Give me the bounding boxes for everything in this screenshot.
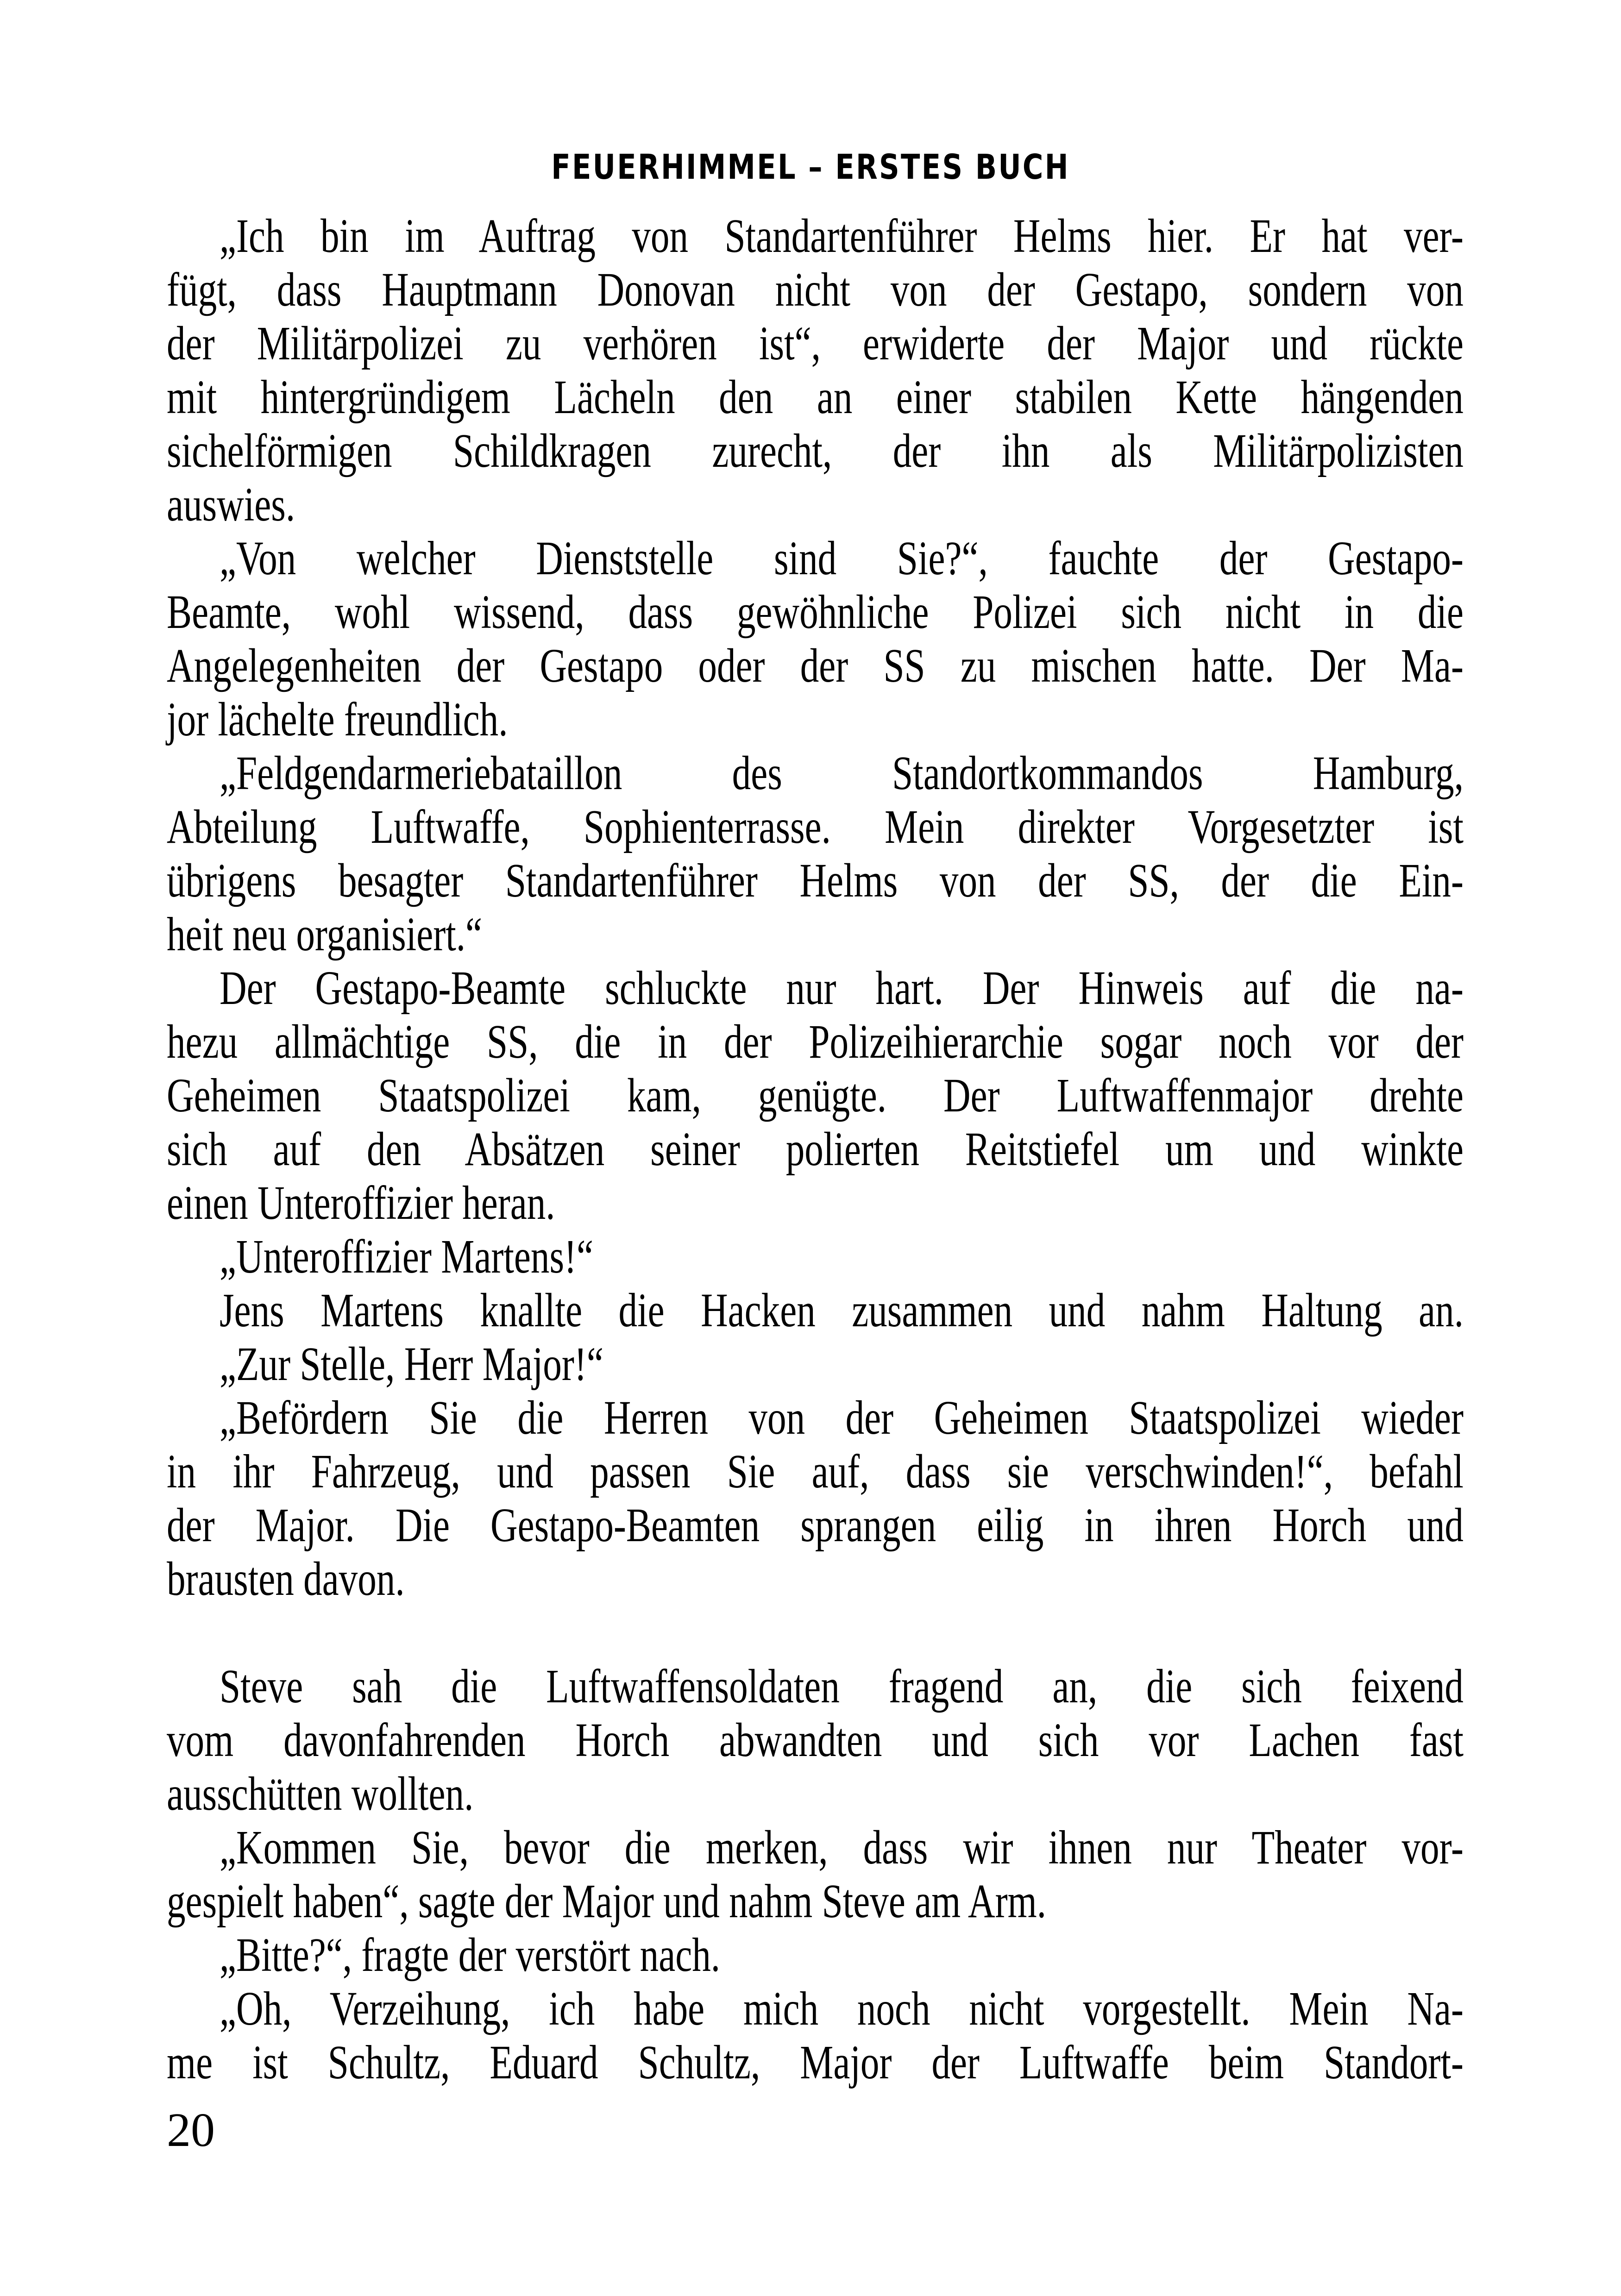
text-line: [167, 747, 1464, 800]
text-line-content: „Oh, Verzeihung, ich habe mich noch nicht vorgestellt. Mein Na-: [219, 1982, 1464, 2035]
text-line-content: „Bitte?“, fragte der verstört nach.: [219, 1928, 721, 1982]
text-line: [167, 478, 1464, 532]
text-line: [167, 854, 1464, 908]
text-line-content: „Ich bin im Auftrag von Standartenführer Helms hier. Er hat ver-: [219, 209, 1464, 263]
text-line: [167, 1123, 1464, 1176]
text-line-content: ausschütten wollten.: [167, 1767, 474, 1820]
text-line: [167, 1928, 1464, 1982]
text-line: [167, 1069, 1464, 1123]
text-line: [167, 639, 1464, 693]
text-line-content: mit hintergründigem Lächeln den an einer stabilen Kette hängenden: [167, 370, 1464, 424]
text-line-content: Geheimen Staatspolizei kam, genügte. Der Luftwaffenmajor drehte: [167, 1069, 1464, 1122]
text-line-content: der Militärpolizei zu verhören ist“, erwiderte der Major und rückte: [167, 317, 1464, 370]
text-line: [167, 370, 1464, 424]
text-line: [167, 1391, 1464, 1445]
text-line: [167, 1660, 1464, 1713]
text-line: [167, 2036, 1464, 2089]
text-line-content: Abteilung Luftwaffe, Sophienterrasse. Mein direkter Vorgesetzter ist: [167, 800, 1464, 853]
text-line: [167, 1445, 1464, 1499]
text-line-content: „Befördern Sie die Herren von der Geheimen Staatspolizei wieder: [219, 1391, 1464, 1444]
text-line-content: hezu allmächtige SS, die in der Polizeihierarchie sogar noch vor der: [167, 1015, 1464, 1068]
text-line: [167, 585, 1464, 639]
text-line: [167, 317, 1464, 370]
text-line-content: Der Gestapo-Beamte schluckte nur hart. Der Hinweis auf die na-: [219, 961, 1464, 1015]
text-line: [167, 1982, 1464, 2036]
text-line-content: Angelegenheiten der Gestapo oder der SS zu mischen hatte. Der Ma-: [167, 639, 1464, 692]
text-line: [167, 1176, 1464, 1230]
text-line: [167, 1337, 1464, 1391]
text-line: [167, 1552, 1464, 1606]
text-line-content: brausten davon.: [167, 1552, 405, 1606]
text-line: [167, 693, 1464, 747]
text-line: [167, 908, 1464, 961]
text-line-content: Jens Martens knallte die Hacken zusammen und nahm Haltung an.: [219, 1284, 1464, 1337]
text-line: [167, 263, 1464, 317]
text-line-content: gespielt haben“, sagte der Major und nahm Steve am Arm.: [167, 1875, 1047, 1928]
text-line-content: auswies.: [167, 478, 295, 531]
text-line: [167, 1284, 1464, 1337]
text-line-content: fügt, dass Hauptmann Donovan nicht von der Gestapo, sondern von: [167, 263, 1464, 316]
text-line-content: heit neu organisiert.“: [167, 908, 483, 961]
text-line-content: Steve sah die Luftwaffensoldaten fragend an, die sich feixend: [219, 1660, 1464, 1713]
running-header: FEUERHIMMEL – ERSTES BUCH: [551, 147, 1070, 187]
text-line: [167, 1230, 1464, 1284]
text-line-content: „Zur Stelle, Herr Major!“: [219, 1337, 603, 1391]
text-line-content: „Unteroffizier Martens!“: [219, 1230, 594, 1283]
text-line-content: me ist Schultz, Eduard Schultz, Major der Luftwaffe beim Standort-: [167, 2036, 1464, 2089]
text-line: [167, 1015, 1464, 1069]
text-line: [167, 961, 1464, 1015]
text-line: [167, 209, 1464, 263]
text-line-content: vom davonfahrenden Horch abwandten und sich vor Lachen fast: [167, 1713, 1464, 1767]
text-line-content: übrigens besagter Standartenführer Helms von der SS, der die Ein-: [167, 854, 1464, 907]
text-line: [167, 800, 1464, 854]
text-line-content: jor lächelte freundlich.: [167, 693, 508, 746]
body-text: [167, 209, 1464, 2089]
text-line: [167, 1499, 1464, 1552]
text-line-content: Beamte, wohl wissend, dass gewöhnliche Polizei sich nicht in die: [167, 585, 1464, 639]
text-line: [167, 532, 1464, 585]
text-line: [167, 424, 1464, 478]
blank-line: [167, 1606, 1464, 1660]
text-line-content: einen Unteroffizier heran.: [167, 1176, 555, 1230]
text-line-content: der Major. Die Gestapo-Beamten sprangen eilig in ihren Horch und: [167, 1499, 1464, 1552]
text-line-content: sich auf den Absätzen seiner polierten Reitstiefel um und winkte: [167, 1123, 1464, 1176]
text-line-content: „Kommen Sie, bevor die merken, dass wir ihnen nur Theater vor-: [219, 1821, 1464, 1874]
text-line-content: „Feldgendarmeriebataillon des Standortkommandos Hamburg,: [219, 747, 1464, 800]
text-line-content: „Von welcher Dienststelle sind Sie?“, fauchte der Gestapo-: [219, 532, 1464, 585]
text-line: [167, 1875, 1464, 1928]
page-number: 20: [167, 2103, 215, 2157]
text-line: [167, 1821, 1464, 1875]
text-line: [167, 1713, 1464, 1767]
text-line: [167, 1767, 1464, 1821]
text-line-content: in ihr Fahrzeug, und passen Sie auf, dass sie verschwinden!“, befahl: [167, 1445, 1464, 1498]
text-line-content: sichelförmigen Schildkragen zurecht, der ihn als Militärpolizisten: [167, 424, 1464, 477]
